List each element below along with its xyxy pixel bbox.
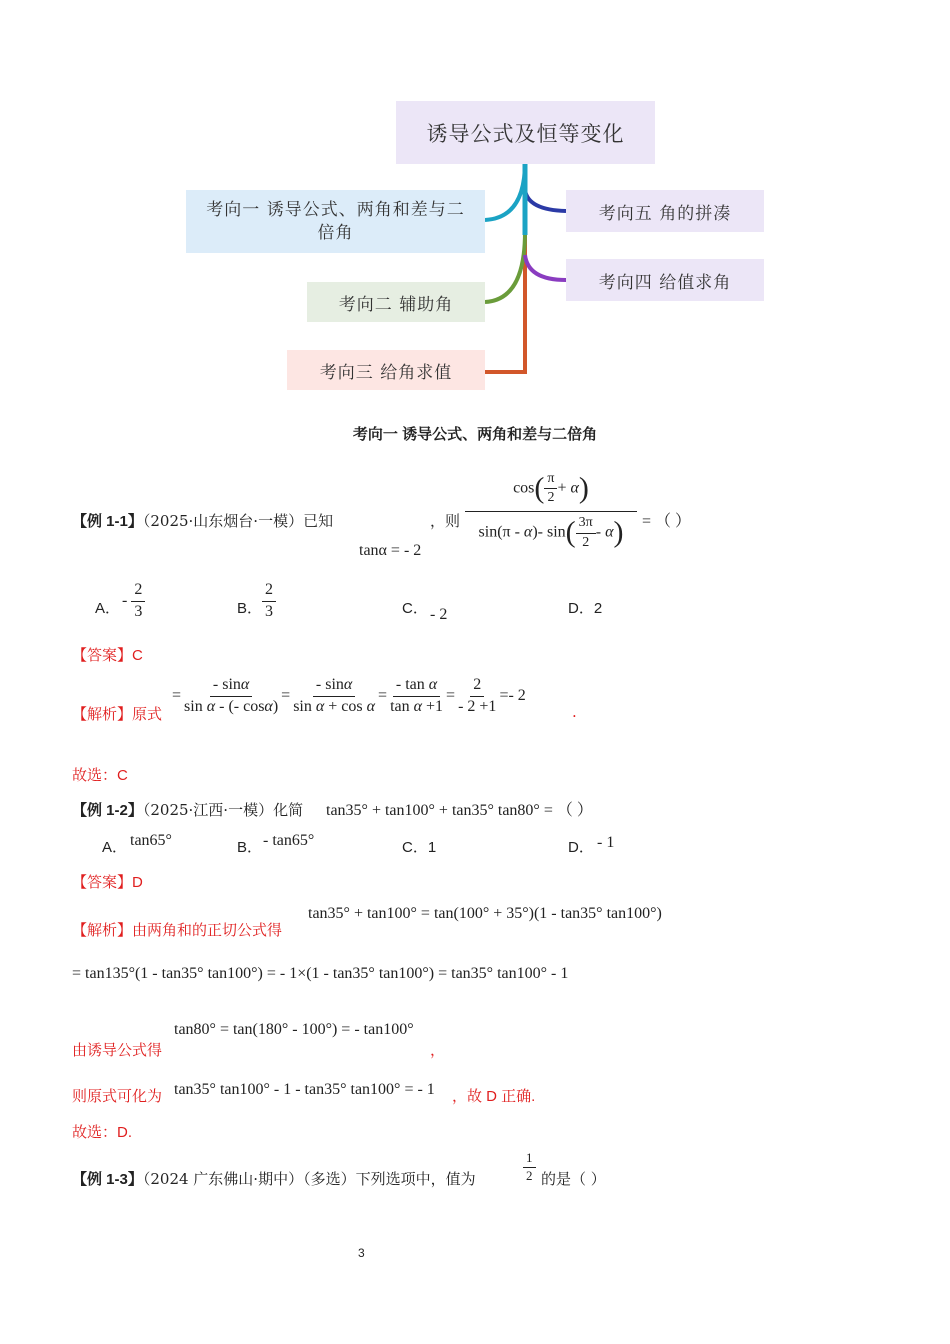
ex12-solution-label: 【解析】由两角和的正切公式得 [72,921,283,939]
mindmap-node-4-label: 考向四 给值求角 [598,272,732,293]
mindmap-node-1-label: 考向一 诱导公式、两角和差与二倍角 [206,199,465,243]
mindmap-node-2 [307,282,485,322]
mindmap-node-2-label: 考向二 辅助角 [338,294,454,315]
ex11-conclusion: 故选：C [72,767,128,784]
ex11-answer: 【答案】C [72,647,143,664]
ex12-source: （2025·江西·一模）化简 [142,801,304,819]
ex12-convert-formula: tan35° tan100° - 1 - tan35° tan100° = - 1 [174,1081,435,1098]
page-number: 3 [358,1246,365,1260]
ex11-option-a-value: - $\frac{2}{3}$ [122,580,145,623]
ex12-option-c: C．1 [402,839,437,856]
ex12-label: 【例 1-2】 [72,802,143,819]
mindmap-node-5 [566,190,764,232]
ex11-solution-label: 【解析】原式 [72,705,163,723]
ex12-option-b-value: - tan65° [263,832,315,849]
ex12-option-a: A． [102,839,128,856]
ex12-answer: 【答案】D [72,874,143,891]
ex11-condition: tanα = - 2 [359,542,422,559]
ex13-tail: 的是（ ） [541,1170,606,1188]
mindmap-root-label: 诱导公式及恒等变化 [426,121,625,146]
ex11-option-c: C． [402,600,428,617]
ex11-option-c-value: - 2 [430,606,448,623]
ex12-solution-line2: = tan135°(1 - tan35° tan100°) = - 1×(1 - tan35° tan100°) = tan35° tan100° - 1 [72,965,569,982]
mindmap-node-4 [566,259,764,301]
ex12-option-d: D． [568,839,594,856]
ex11-option-d: D．2 [568,600,603,617]
ex11-fraction: cos( $\frac{\pi}{2}$ + α) sin(π - α)- sin( $\frac{3\pi}{2}$ - α) [465,470,637,552]
ex11-question [72,510,333,531]
ex12-induce-label: 由诱导公式得 [72,1041,163,1059]
mindmap-node-5-label: 考向五 角的拼凑 [598,203,732,224]
ex12-conclusion: 故选：D. [72,1124,133,1141]
ex12-expression: tan35° + tan100° + tan35° tan80° = （ ） [326,802,593,819]
ex12-induce-formula: tan80° = tan(180° - 100°) = - tan100° [174,1021,414,1038]
ex12-option-a-value: tan65° [130,832,172,849]
ex12-question [72,799,303,820]
mindmap-root [396,101,655,164]
ex12-convert-label: 则原式可化为 [72,1087,163,1105]
mindmap-node-3-label: 考向三 给角求值 [319,362,453,383]
mindmap-node-3 [287,350,485,390]
ex11-label: 【例 1-1】 [72,513,143,530]
ex11-source: （2025·山东烟台·一模）已知 [142,512,334,530]
ex13-label: 【例 1-3】 [72,1171,143,1188]
ex11-solution-math: = $\frac{- \sin\alpha}{\text{sin α - (- cosα)}}$ = $\frac{- \sin\alpha}{\text{sin α + cos α}}$ = $\frac{\text{- tan α}}{\text{tan α +1}}$ = $\frac{2}{- 2 +1}$ =- 2 [172,676,526,715]
ex13-question [72,1168,476,1189]
ex13-source: （2024 广东佛山·期中）（多选）下列选项中，值为 [142,1170,476,1188]
ex13-half: $\frac{1}{2}$ [523,1150,536,1185]
ex12-solution-line1: tan35° + tan100° = tan(100° + 35°)(1 - tan35° tan100°) [308,905,662,922]
ex11-option-b-value: $\frac{2}{3}$ [262,580,276,623]
section-title: 考向一 诱导公式、两角和差与二倍角 [352,426,598,443]
ex11-then: ，则 [430,512,461,530]
ex11-equals: = （ ） [642,513,692,530]
mindmap-node-1 [186,190,485,253]
ex12-option-b: B． [237,839,263,856]
ex12-option-d-value: - 1 [597,834,615,851]
ex11-option-b: B． [237,600,263,617]
ex12-convert-end: ，故 D 正确. [452,1088,536,1105]
ex11-option-a: A． [95,600,121,617]
ex12-induce-end: ， [430,1041,446,1059]
ex11-solution-end: . [572,703,577,721]
